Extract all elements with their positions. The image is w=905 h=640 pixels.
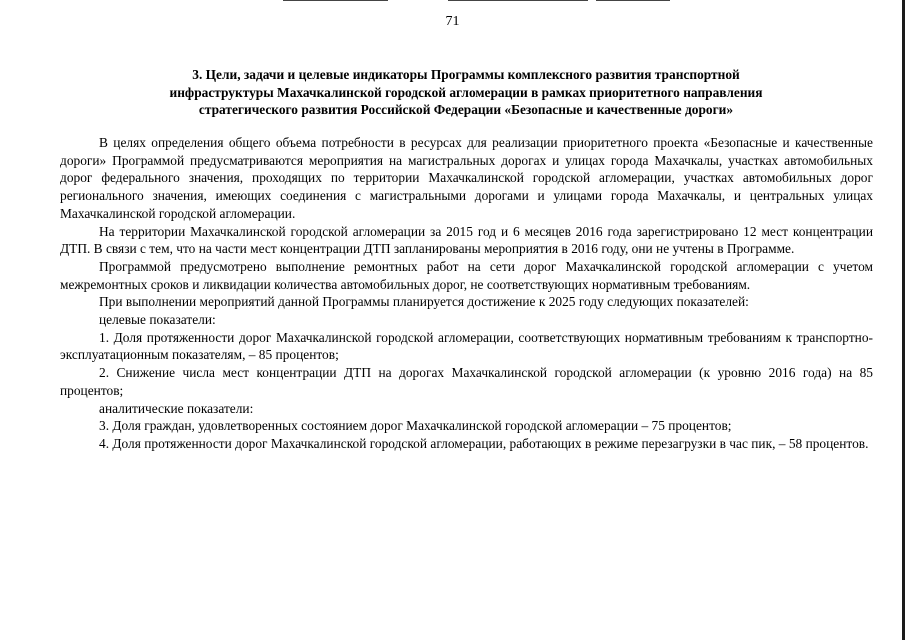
body-paragraph: В целях определения общего объема потребности в ресурсах для реализации приоритетного проекта «Безопасные и качественные дороги» Программой предусматриваются мероприятия на магистральных дорогах и улицах города Махачкалы, участках автомобильных дорог федерального значения, проходящих по территории Махачкалинской городской агломерации, участках автомобильных дорог регионального значения, имеющих соединения с магистральными дорогами и улицами города Махачкалы, и центральных улицах Махачкалинской городской агломерации. (60, 135, 873, 221)
list-subheading: целевые показатели: (99, 312, 216, 328)
indicator-item: 1. Доля протяженности дорог Махачкалинской городской агломерации, соответствующих нормативным требованиям к транспортно-эксплуатационным показателям, – 85 процентов; (60, 329, 873, 363)
page-number: 71 (445, 14, 460, 29)
body-paragraph: Программой предусмотрено выполнение ремонтных работ на сети дорог Махачкалинской городской агломерации с учетом межремонтных сроков и ликвидации количества автомобильных дорог, не соответствующих нормативным требованиям. (60, 258, 873, 292)
top-edge-mark (596, 0, 670, 1)
section-heading-line: стратегического развития Российской Федерации «Безопасные и качественные дороги» (198, 102, 734, 117)
indicator-item: 3. Доля граждан, удовлетворенных состоянием дорог Махачкалинской городской агломерации – 75 процентов; (99, 418, 732, 434)
top-edge-mark (448, 0, 588, 1)
document-body (60, 134, 873, 453)
section-heading-line: инфраструктуры Махачкалинской городской агломерации в рамках приоритетного направления (169, 84, 763, 100)
top-edge-mark (283, 0, 388, 1)
section-heading-line: 3. Цели, задачи и целевые индикаторы Программы комплексного развития транспортной (192, 67, 740, 82)
section-heading (60, 66, 872, 119)
indicator-item: 2. Снижение числа мест концентрации ДТП на дорогах Махачкалинской городской агломерации (к уровню 2016 года) на 85 процентов; (60, 365, 873, 398)
body-paragraph: При выполнении мероприятий данной Программы планируется достижение к 2025 году следующих показателей: (99, 294, 749, 310)
indicator-item: 4. Доля протяженности дорог Махачкалинской городской агломерации, работающих в режиме перезагрузки в час пик, – 58 процентов. (99, 435, 869, 451)
list-subheading: аналитические показатели: (99, 400, 254, 416)
body-paragraph: На территории Махачкалинской городской агломерации за 2015 год и 6 месяцев 2016 года зарегистрировано 12 мест концентрации ДТП. В связи с тем, что на части мест концентрации ДТП запланированы мероприятия в 2016 году, они не учтены в Программе. (60, 223, 873, 257)
